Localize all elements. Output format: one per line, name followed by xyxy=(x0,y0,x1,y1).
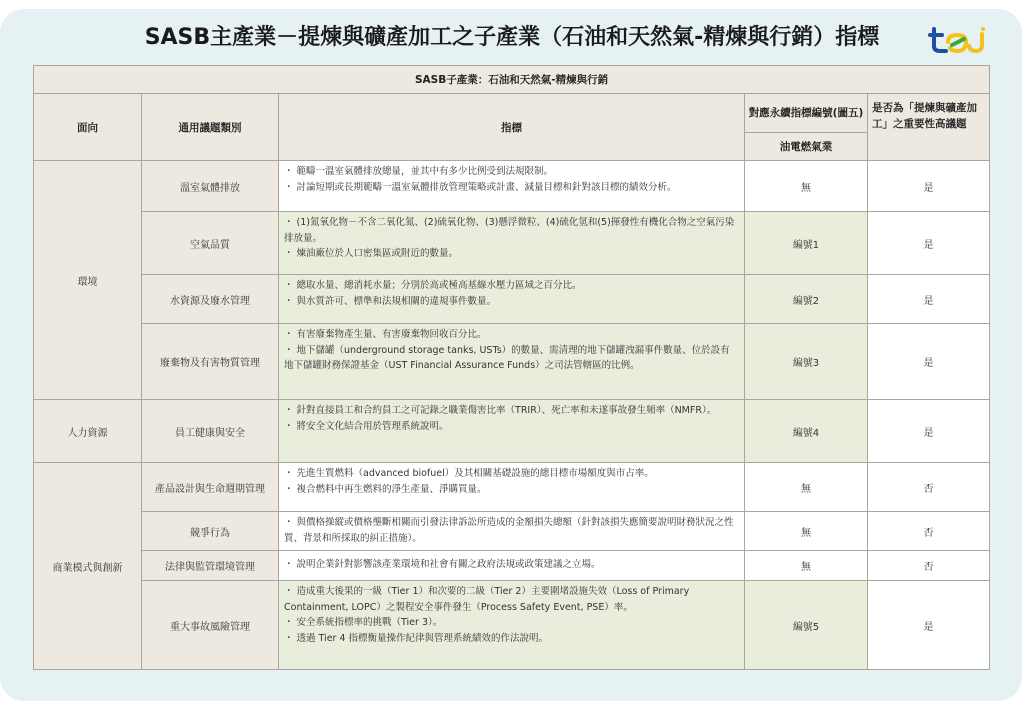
table-row xyxy=(34,161,990,212)
indicator-cell xyxy=(279,275,745,324)
header-mapping: 對應永續指標編號(圖五) xyxy=(745,94,868,133)
indicator-item: ・ 總取水量、總消耗水量；分別於高或極高基線水壓力區域之百分比。 xyxy=(284,280,582,291)
topic-cell: 員工健康與安全 xyxy=(142,400,279,463)
indicator-cell xyxy=(279,400,745,463)
indicator-item: ・ 說明企業針對影響該產業環境和社會有關之政府法規或政策建議之立場。 xyxy=(284,559,601,571)
indicator-item: ・ 有害廢棄物產生量、有害廢棄物回收百分比。 xyxy=(284,329,487,340)
indicator-item: ・ (1)氮氧化物－不含二氧化氮、(2)硫氧化物、(3)懸浮微粒、(4)硫化氫和(5)揮發性有機化合物之空氣污染排放量。 xyxy=(284,217,735,244)
topic-cell: 水資源及廢水管理 xyxy=(142,275,279,324)
indicator-cell xyxy=(279,551,745,581)
material-cell: 是 xyxy=(868,275,990,324)
aspect-business-model: 商業模式與創新 xyxy=(34,463,142,670)
code-cell: 編號4 xyxy=(745,400,868,463)
material-cell: 是 xyxy=(868,212,990,275)
table-row xyxy=(34,212,990,275)
topic-cell: 空氣品質 xyxy=(142,212,279,275)
code-cell: 編號2 xyxy=(745,275,868,324)
indicator-item: ・ 煉油廠位於人口密集區或附近的數量。 xyxy=(284,248,459,259)
indicator-item: ・ 與價格操縱或價格壟斷相關而引發法律訴訟所造成的金額損失總額（針對該損失應簡要說明財務狀況之性質、背景和所採取的糾正措施）。 xyxy=(284,517,734,544)
indicator-cell xyxy=(279,161,745,212)
indicator-item: ・ 討論短期或長期範疇一溫室氣體排放管理策略或計畫、減量目標和針對該目標的績效分析。 xyxy=(284,181,677,193)
table-caption: SASB子產業：石油和天然氣-精煉與行銷 xyxy=(34,66,990,94)
topic-cell: 廢棄物及有害物質管理 xyxy=(142,324,279,400)
indicator-item: ・ 範疇一溫室氣體排放總量，並其中有多少比例受到法規限制。 xyxy=(284,166,554,177)
indicator-item: ・ 地下儲罐（underground storage tanks, USTs）的數量、需清理的地下儲罐洩漏事件數量、位於設有地下儲罐財務保證基金（UST Financial Assurance Funds）之司法管轄區的比例。 xyxy=(284,344,730,371)
indicator-cell xyxy=(279,212,745,275)
table-row xyxy=(34,581,990,670)
topic-cell: 法律與監管環境管理 xyxy=(142,551,279,581)
table-row xyxy=(34,463,990,512)
code-cell: 無 xyxy=(745,463,868,512)
indicator-item: ・ 透過 Tier 4 指標衡量操作紀律與管理系統績效的作法說明。 xyxy=(284,632,549,644)
material-cell: 是 xyxy=(868,161,990,212)
material-cell: 否 xyxy=(868,512,990,551)
indicator-item: ・ 複合燃料中再生燃料的淨生產量、淨購買量。 xyxy=(284,483,487,495)
code-cell: 編號5 xyxy=(745,581,868,670)
sasb-indicator-table xyxy=(33,65,990,670)
table-row xyxy=(34,400,990,463)
table-row xyxy=(34,324,990,400)
indicator-item: ・ 安全系統指標率的挑戰（Tier 3）。 xyxy=(284,617,443,628)
material-cell: 是 xyxy=(868,581,990,670)
header-mapping-sub: 油電燃氣業 xyxy=(745,133,868,161)
code-cell: 無 xyxy=(745,161,868,212)
indicator-item: ・ 造成重大後果的一級（Tier 1）和次要的二級（Tier 2）主要圍堵設施失效（Loss of Primary Containment, LOPC）之製程安全事件發生（Process Safety Event, PSE）率。 xyxy=(284,586,690,613)
table-row xyxy=(34,512,990,551)
material-cell: 否 xyxy=(868,463,990,512)
aspect-human-resources: 人力資源 xyxy=(34,400,142,463)
indicator-cell xyxy=(279,512,745,551)
code-cell: 編號1 xyxy=(745,212,868,275)
indicator-item: ・ 先進生質燃料（advanced biofuel）及其相關基礎設施的總目標市場額度與市占率。 xyxy=(284,468,654,479)
material-cell: 否 xyxy=(868,551,990,581)
indicator-cell xyxy=(279,463,745,512)
indicator-cell xyxy=(279,324,745,400)
indicator-item: ・ 針對直接員工和合約員工之可記錄之職業傷害比率（TRIR）、死亡率和未遂事故發生頻率（NMFR）。 xyxy=(284,405,717,416)
header-topic: 通用議題類別 xyxy=(142,94,279,161)
tej-logo-icon xyxy=(928,26,992,54)
material-cell: 是 xyxy=(868,324,990,400)
code-cell: 無 xyxy=(745,512,868,551)
page-title: SASB主產業－提煉與礦產加工之子產業（石油和天然氣-精煉與行銷）指標 xyxy=(144,25,880,50)
topic-cell: 競爭行為 xyxy=(142,512,279,551)
header-aspect: 面向 xyxy=(34,94,142,161)
header-material: 是否為「提煉與礦產加工」之重要性高議題 xyxy=(868,94,990,161)
indicator-item: ・ 將安全文化結合用於管理系統說明。 xyxy=(284,420,449,432)
header-indicator: 指標 xyxy=(279,94,745,161)
topic-cell: 產品設計與生命週期管理 xyxy=(142,463,279,512)
table-row xyxy=(34,275,990,324)
topic-cell: 重大事故風險管理 xyxy=(142,581,279,670)
aspect-environment: 環境 xyxy=(34,161,142,400)
table-row xyxy=(34,551,990,581)
indicator-cell xyxy=(279,581,745,670)
code-cell: 無 xyxy=(745,551,868,581)
topic-cell: 溫室氣體排放 xyxy=(142,161,279,212)
code-cell: 編號3 xyxy=(745,324,868,400)
material-cell: 是 xyxy=(868,400,990,463)
indicator-item: ・ 與水質許可、標準和法規相關的違規事件數量。 xyxy=(284,295,497,307)
